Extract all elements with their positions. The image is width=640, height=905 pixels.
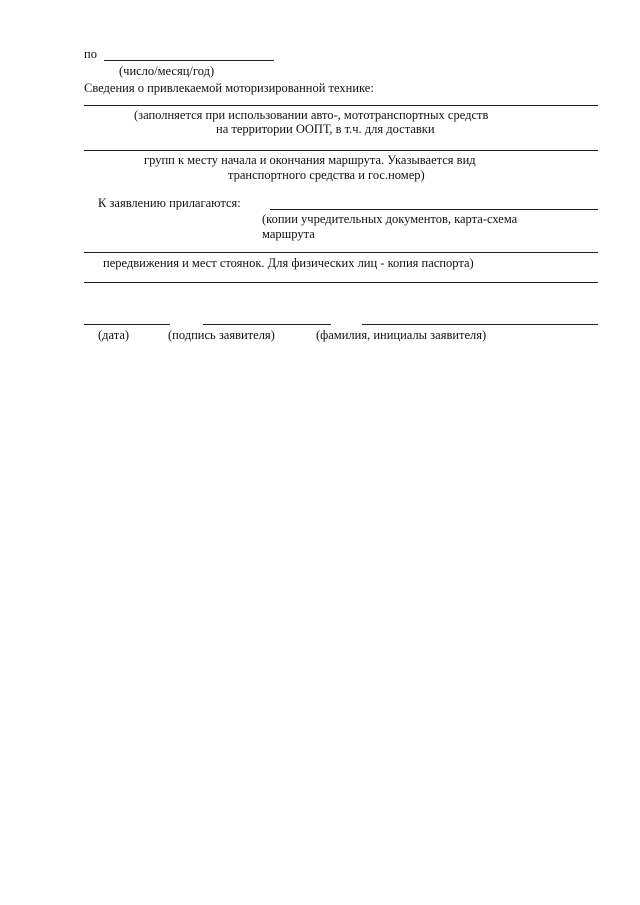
vehicle-hint-1: (заполняется при использовании авто-, мототранспортных средств xyxy=(134,108,489,122)
vehicle-hint-4: транспортного средства и гос.номер) xyxy=(228,168,425,182)
attachments-fill-line-2[interactable] xyxy=(84,252,598,253)
attachments-hint-2: маршрута xyxy=(262,227,315,241)
date-hint: (число/месяц/год) xyxy=(119,64,215,78)
vehicle-hint-3: групп к месту начала и окончания маршрута. Указывается вид xyxy=(144,153,476,167)
attachments-label: К заявлению прилагаются: xyxy=(98,196,241,210)
signature-caption: (подпись заявителя) xyxy=(168,328,275,342)
vehicle-fill-line-2[interactable] xyxy=(84,150,598,151)
vehicle-hint-2: на территории ООПТ, в т.ч. для доставки xyxy=(216,122,435,136)
name-caption: (фамилия, инициалы заявителя) xyxy=(316,328,487,342)
attachments-fill-line-3[interactable] xyxy=(84,282,598,283)
signature-line[interactable] xyxy=(203,324,331,325)
date-fill-line[interactable] xyxy=(104,60,274,61)
name-sign-line[interactable] xyxy=(362,324,598,325)
po-label: по xyxy=(84,47,97,61)
vehicle-heading: Сведения о привлекаемой моторизированной технике: xyxy=(84,81,374,95)
attachments-hint-1: (копии учредительных документов, карта-схема xyxy=(262,212,518,226)
date-caption: (дата) xyxy=(98,328,130,342)
attachments-hint-3: передвижения и мест стоянок. Для физических лиц - копия паспорта) xyxy=(103,256,474,270)
vehicle-fill-line-1[interactable] xyxy=(84,105,598,106)
attachments-fill-line-1[interactable] xyxy=(270,209,598,210)
date-sign-line[interactable] xyxy=(84,324,170,325)
